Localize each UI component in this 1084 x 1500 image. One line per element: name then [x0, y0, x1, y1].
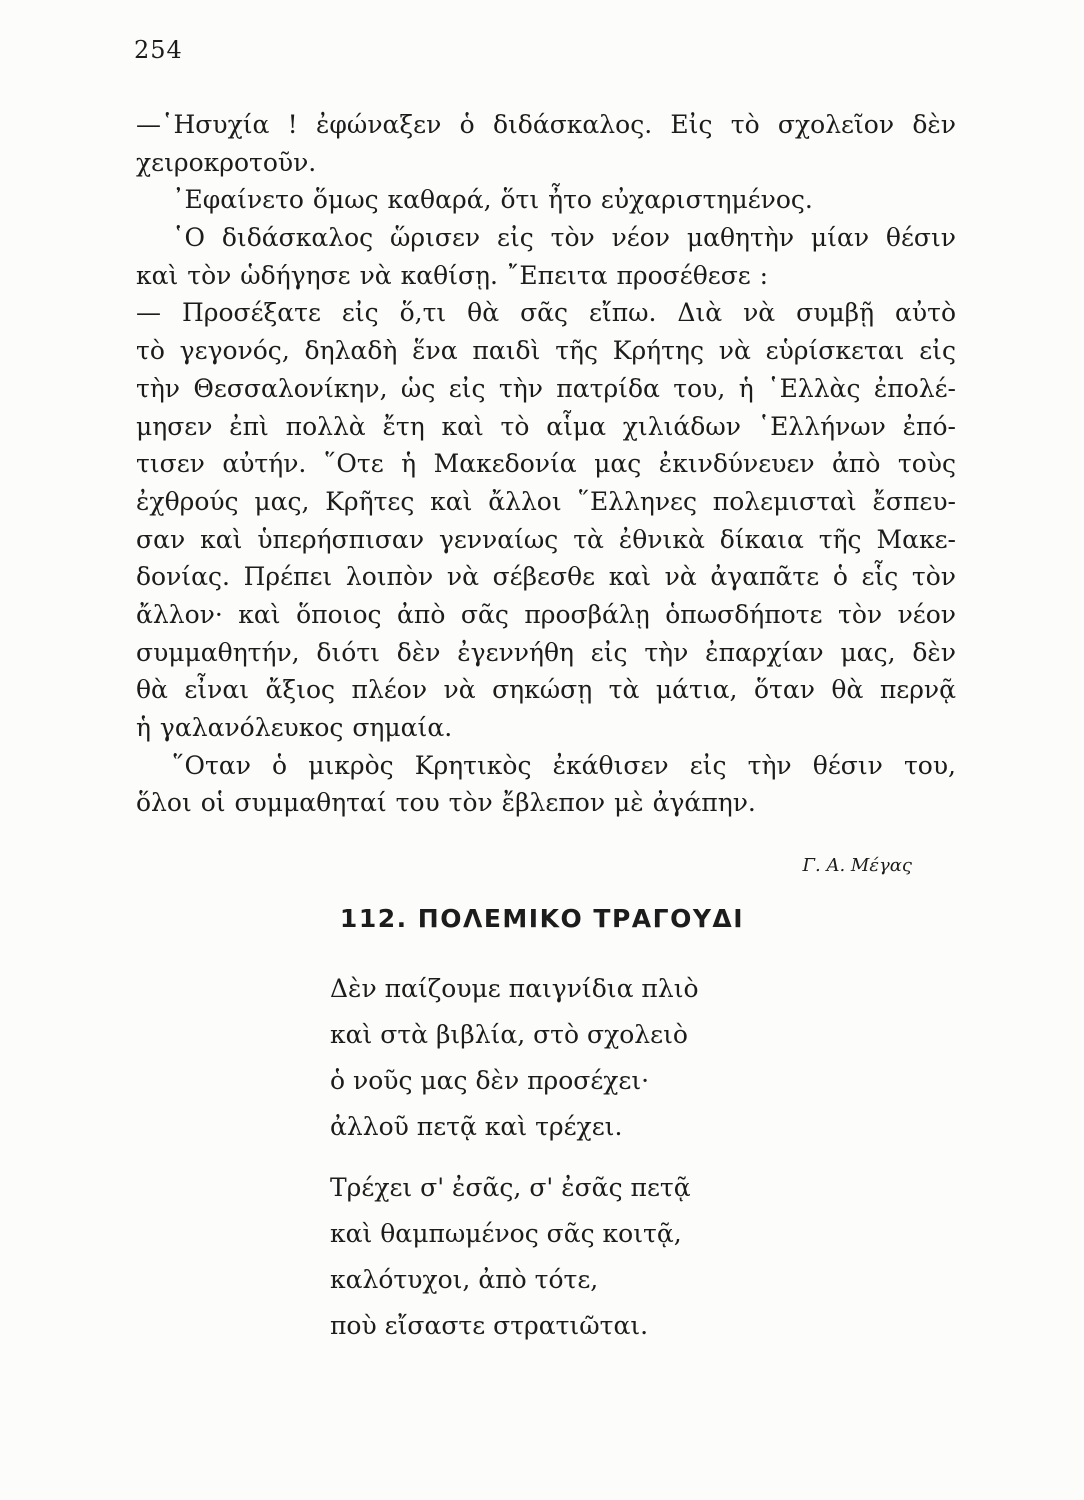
text-line: συμμαθητήν, διότι δὲν ἐγεννήθη εἰς τὴν ἐπαρχίαν μας, δὲν [136, 637, 956, 667]
verse-line: Τρέχει σ' ἐσᾶς, σ' ἐσᾶς πετᾷ [330, 1173, 691, 1202]
text-line: δονίας. Πρέπει λοιπὸν νὰ σέβεσθε καὶ νὰ ἀγαπᾶτε ὁ εἷς τὸν [136, 562, 956, 592]
text-line: ἄλλον· καὶ ὅποιος ἀπὸ σᾶς προσβάλῃ ὁπωσδήποτε τὸν νέον [136, 599, 956, 629]
text-line: τὴν Θεσσαλονίκην, ὡς εἰς τὴν πατρίδα του, ἡ ῾Ελλὰς ἐπολέ- [136, 373, 956, 403]
verse-line: καὶ θαμπωμένος σᾶς κοιτᾷ, [330, 1219, 682, 1248]
text-line: —῾Ησυχία ! ἐφώναξεν ὁ διδάσκαλος. Εἰς τὸ σχολεῖον δὲν [136, 110, 956, 139]
verse-line: ἀλλοῦ πετᾷ καὶ τρέχει. [330, 1112, 623, 1141]
text-line: ᾿Εφαίνετο ὅμως καθαρά, ὅτι ἦτο εὐχαριστημένος. [172, 185, 813, 215]
poem-stanza-2 [330, 1165, 850, 1349]
verse-line: καλότυχοι, ἀπὸ τότε, [330, 1265, 599, 1294]
poem-stanza-1 [330, 966, 850, 1150]
text-line: — Προσέξατε εἰς ὅ,τι θὰ σᾶς εἴπω. Διὰ νὰ συμβῇ αὐτὸ [136, 298, 956, 328]
text-line: ῾Ο διδάσκαλος ὥρισεν εἰς τὸν νέον μαθητὴν μίαν θέσιν [172, 223, 956, 253]
text-line: τὸ γεγονός, δηλαδὴ ἕνα παιδὶ τῆς Κρήτης νὰ εὑρίσκεται εἰς [136, 336, 956, 366]
text-line: ῞Οταν ὁ μικρὸς Κρητικὸς ἐκάθισεν εἰς τὴν θέσιν του, [172, 750, 956, 780]
verse-line: ὁ νοῦς μας δὲν προσέχει· [330, 1066, 650, 1095]
text-line: τισεν αὐτήν. ῞Οτε ἡ Μακεδονία μας ἐκινδύνευεν ἀπὸ τοὺς [136, 449, 956, 479]
text-line: σαν καὶ ὑπερήσπισαν γενναίως τὰ ἐθνικὰ δίκαια τῆς Μακε- [136, 524, 956, 554]
verse-line: καὶ στὰ βιβλία, στὸ σχολειὸ [330, 1020, 688, 1049]
text-line: ἐχθρούς μας, Κρῆτες καὶ ἄλλοι ῞Ελληνες πολεμισταὶ ἔσπευ- [136, 486, 956, 516]
prose-body [136, 106, 956, 822]
text-line: χειροκροτοῦν. [136, 147, 317, 177]
text-line: ἡ γαλανόλευκος σημαία. [136, 713, 453, 742]
text-line: καὶ τὸν ὡδήγησε νὰ καθίσῃ. ῎Επειτα προσέθεσε : [136, 260, 769, 290]
poem-heading: 112. ΠΟΛΕΜΙΚΟ ΤΡΑΓΟΥΔΙ [339, 904, 745, 933]
verse-line: ποὺ εἴσαστε στρατιῶται. [330, 1311, 649, 1340]
page-number: 254 [134, 36, 183, 64]
text-line: μησεν ἐπὶ πολλὰ ἔτη καὶ τὸ αἷμα χιλιάδων ῾Ελλήνων ἐπό- [136, 411, 956, 441]
text-line: θὰ εἶναι ἄξιος πλέον νὰ σηκώσῃ τὰ μάτια, ὅταν θὰ περνᾷ [136, 675, 956, 705]
text-line: ὅλοι οἱ συμμαθηταί του τὸν ἔβλεπον μὲ ἀγάπην. [136, 788, 756, 818]
verse-line: Δὲν παίζουμε παιγνίδια πλιὸ [330, 974, 699, 1003]
author-attribution: Γ. Α. Μέγας [802, 855, 912, 876]
